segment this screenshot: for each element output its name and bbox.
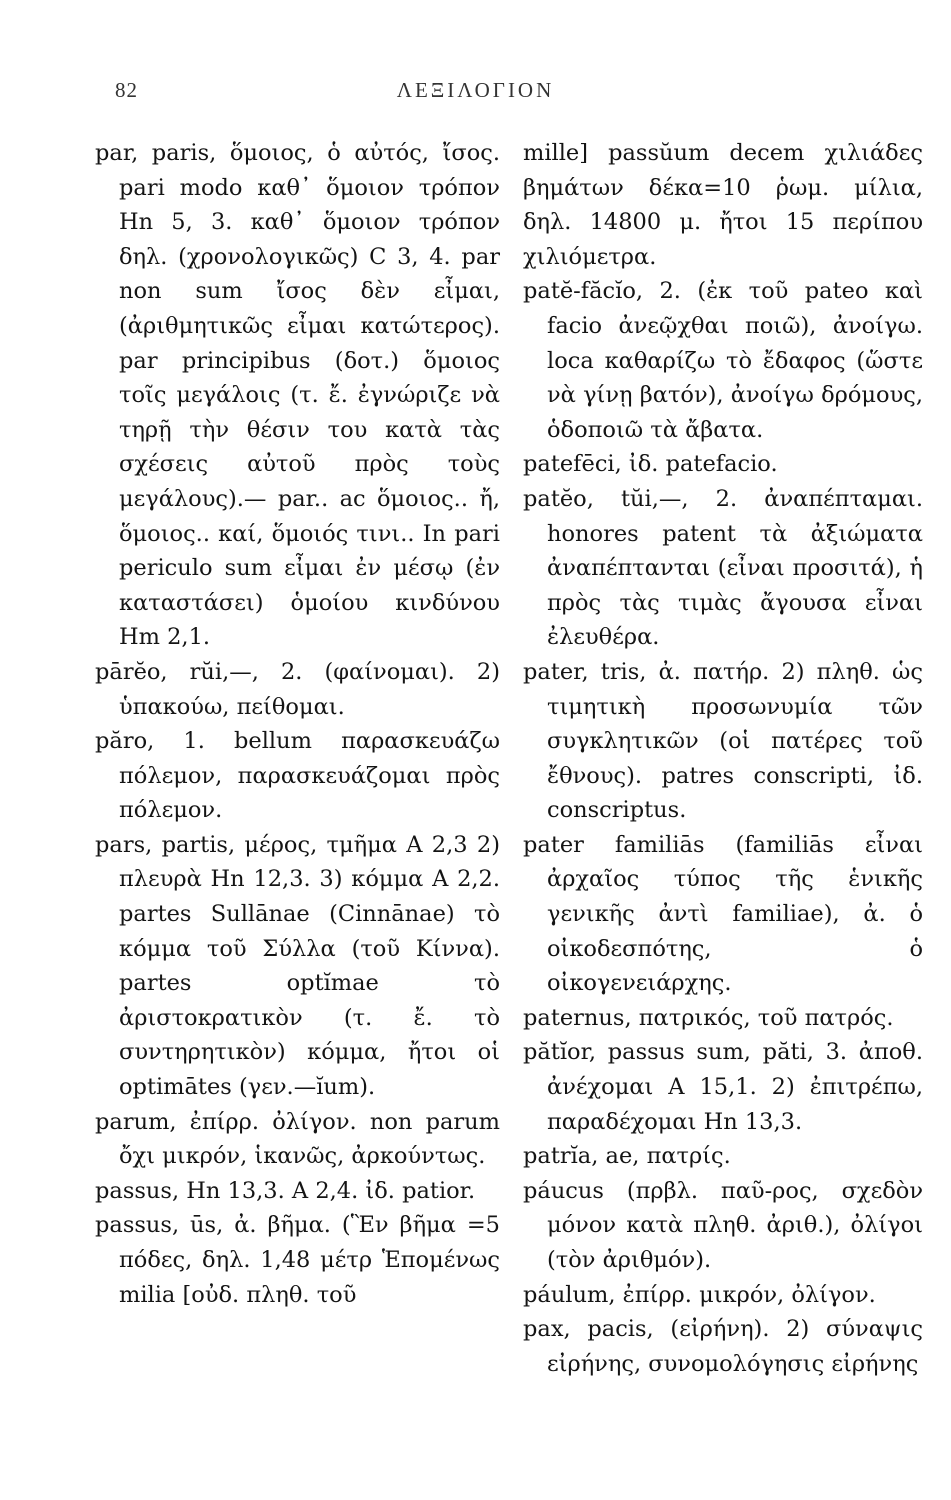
entry-parum: parum, ἐπίρρ. ὀλίγον. non parum ὄχι μικρόν, ἱκανῶς, ἀρκούντως.: [95, 1108, 500, 1170]
entry-pars: pars, partis, μέρος, τμῆμα Α 2,3 2) πλευρὰ Hn 12,3. 3) κόμμα Α 2,2. partes Sullānae (Cinnānae) τὸ κόμμα τοῦ Σύλλα (τοῦ Κίννα). partes optĭmae τὸ ἀριστοκρατικὸν (τ. ἔ. τὸ συντηρητικὸν) κόμμα, ἤτοι οἱ optimātes (γεν.—ĭum).: [95, 831, 500, 1101]
entry-patefacio: patĕ-făcĭo, 2. (ἐκ τοῦ pateo καὶ facio ἀνεῷχθαι ποιῶ), ἀνοίγω. loca καθαρίζω τὸ ἔδαφος (ὥστε νὰ γίνῃ βατόν), ἀνοίγω δρόμους, ὁδοποιῶ τὰ ἄβατα.: [523, 278, 923, 443]
entry-paucus: páucus (πρβλ. παῦ-ρος, σχεδὸν μόνον κατὰ πληθ. ἀριθ.), ὀλίγοι (τὸν ἀριθμόν).: [523, 1177, 923, 1273]
entry-pax: pax, pacis, (εἰρήνη). 2) σύναψις εἰρήνης, συνομολόγησις εἰρήνης: [523, 1316, 923, 1377]
running-head: ΛΕΞΙΛΟΓΙΟΝ: [396, 78, 555, 102]
entry-pateo: patĕo, tŭi,—, 2. ἀναπέπταμαι. honores patent τὰ ἀξιώματα ἀναπέπτανται (εἶναι προσιτά), ἡ πρὸς τὰς τιμὰς ἄγουσα εἶναι ἐλευθέρα.: [523, 485, 923, 651]
entry-pater: pater, tris, ἀ. πατήρ. 2) πληθ. ὡς τιμητικὴ προσωνυμία τῶν συγκλητικῶν (οἱ πατέρες τοῦ ἔθνους). patres conscripti, ἰδ. conscriptus.: [523, 658, 923, 824]
entry-patria: patrĭa, ae, πατρίς.: [523, 1143, 731, 1170]
entry-pater-familias: pater familiās (familiās εἶναι ἀρχαῖος τύπος τῆς ἑνικῆς γενικῆς ἀντὶ familiae), ἀ. ὁ οἰκοδεσπότης, ὁ οἰκογενειάρχης.: [523, 831, 923, 997]
entry-paulum: páulum, ἐπίρρ. μικρόν, ὀλίγον.: [523, 1281, 876, 1308]
entry-paternus: paternus, πατρικός, τοῦ πατρός.: [523, 1004, 894, 1031]
entry-passus: passus, ūs, ἀ. βῆμα. (Ἓν βῆμα =5 πόδες, δηλ. 1,48 μέτρ Ἑπομένως milia [οὐδ. πληθ. τοῦ: [95, 1212, 500, 1308]
right-column: [523, 136, 923, 1381]
entry-patior: pătĭor, passus sum, păti, 3. ἀποθ. ἀνέχομαι Α 15,1. 2) ἐπιτρέπω, παραδέχομαι Hn 13,3.: [523, 1039, 923, 1135]
entry-patefeci: patefēci, ἰδ. patefacio.: [523, 451, 778, 478]
page-number: 82: [115, 78, 138, 102]
entry-passus-ref: passus, Hn 13,3. Α 2,4. ἰδ. patior.: [95, 1177, 476, 1204]
left-column: [95, 136, 500, 1312]
entry-par: par, paris, ὅμοιος, ὁ αὐτός, ἴσος. pari modo καθ᾽ ὅμοιον τρόπον Hn 5, 3. καθ᾽ ὅμοιον τρόπον δηλ. (χρονολογικῶς) C 3, 4. par non sum ἴσος δὲν εἶμαι, (ἀριθμητικῶς εἶμαι κατώτερος). par principibus (δοτ.) ὅμοιος τοῖς μεγάλοις (τ. ἔ. ἐγνώριζε νὰ τηρῇ τὴν θέσιν του κατὰ τὰς σχέσεις αὐτοῦ πρὸς τοὺς μεγάλους).— par.. ac ὅμοιος.. ἤ, ὅμοιος.. καί, ὅμοιός τινι.. In pari periculo sum εἶμαι ἐν μέσῳ (ἐν καταστάσει) ὁμοίου κινδύνου Hm 2,1.: [95, 140, 500, 651]
entry-paro: păro, 1. bellum παρασκευάζω πόλεμον, παρασκευάζομαι πρὸς πόλεμον.: [95, 728, 500, 824]
entry-pareo: pārĕo, rŭi,—, 2. (φαίνομαι). 2) ὑπακούω, πείθομαι.: [95, 658, 500, 720]
entry-passus-continued: mille] passŭum decem χιλιάδες βημάτων δέκα=10 ῥωμ. μίλια, δηλ. 14800 μ. ἤτοι 15 περίπου χιλιόμετρα.: [523, 140, 923, 270]
